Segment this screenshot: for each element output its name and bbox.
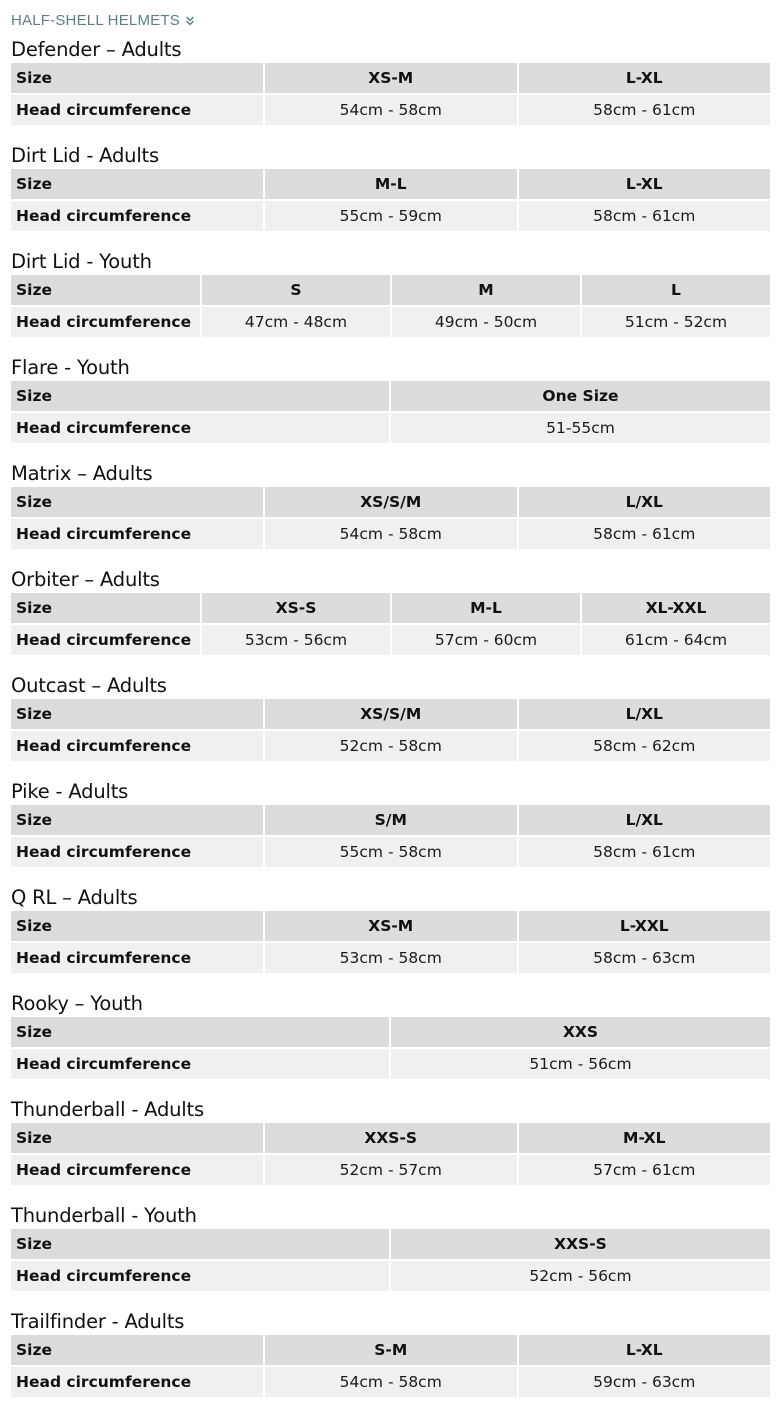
size-table	[11, 1123, 770, 1187]
circumference-label: Head circumference	[11, 625, 200, 657]
size-value: S/M	[263, 805, 517, 837]
circumference-value: 47cm - 48cm	[200, 307, 390, 339]
product-title: Pike - Adults	[11, 780, 129, 803]
product-title: Dirt Lid - Adults	[11, 144, 159, 167]
circumference-value: 58cm - 61cm	[517, 837, 771, 869]
circumference-value: 55cm - 58cm	[263, 837, 517, 869]
section-toggle[interactable]	[11, 10, 195, 30]
size-row	[11, 63, 770, 95]
size-value: L-XL	[517, 169, 771, 201]
circumference-label: Head circumference	[11, 307, 200, 339]
size-row	[11, 1229, 770, 1261]
size-label: Size	[11, 1017, 389, 1049]
circumference-value: 54cm - 58cm	[263, 519, 517, 551]
product-dirt-lid-adults	[11, 143, 770, 233]
size-row	[11, 1123, 770, 1155]
circumference-value: 53cm - 56cm	[200, 625, 390, 657]
product-pike-adults	[11, 779, 770, 869]
circumference-value: 55cm - 59cm	[263, 201, 517, 233]
product-rooky-youth	[11, 991, 770, 1081]
product-trailfinder-adults	[11, 1309, 770, 1399]
size-value: XXS-S	[263, 1123, 517, 1155]
circumference-label: Head circumference	[11, 837, 263, 869]
size-label: Size	[11, 1123, 263, 1155]
circumference-value: 57cm - 61cm	[517, 1155, 771, 1187]
circumference-label: Head circumference	[11, 201, 263, 233]
size-label: Size	[11, 381, 389, 413]
product-flare-youth	[11, 355, 770, 445]
size-table	[11, 699, 770, 763]
size-value: XS-S	[200, 593, 390, 625]
size-value: L/XL	[517, 487, 771, 519]
circumference-row	[11, 95, 770, 127]
circumference-label: Head circumference	[11, 1261, 389, 1293]
double-chevron-down-icon	[185, 15, 195, 27]
circumference-value: 51cm - 56cm	[389, 1049, 770, 1081]
product-defender-adults	[11, 37, 770, 127]
size-row	[11, 805, 770, 837]
size-value: M	[390, 275, 580, 307]
circumference-value: 52cm - 57cm	[263, 1155, 517, 1187]
circumference-row	[11, 519, 770, 551]
circumference-value: 58cm - 63cm	[517, 943, 771, 975]
circumference-label: Head circumference	[11, 95, 263, 127]
size-row	[11, 1017, 770, 1049]
size-table	[11, 1229, 770, 1293]
circumference-row	[11, 201, 770, 233]
product-title: Trailfinder - Adults	[11, 1310, 185, 1333]
circumference-value: 58cm - 61cm	[517, 519, 771, 551]
size-label: Size	[11, 487, 263, 519]
size-table	[11, 63, 770, 127]
size-row	[11, 487, 770, 519]
size-value: XS-M	[263, 911, 517, 943]
size-table	[11, 593, 770, 657]
product-thunderball-youth	[11, 1203, 770, 1293]
product-title: Matrix – Adults	[11, 462, 153, 485]
circumference-row	[11, 625, 770, 657]
circumference-value: 58cm - 61cm	[517, 201, 771, 233]
circumference-label: Head circumference	[11, 943, 263, 975]
size-value: M-L	[390, 593, 580, 625]
circumference-label: Head circumference	[11, 1155, 263, 1187]
size-table	[11, 275, 770, 339]
size-row	[11, 699, 770, 731]
product-title: Defender – Adults	[11, 38, 182, 61]
circumference-value: 57cm - 60cm	[390, 625, 580, 657]
size-table	[11, 805, 770, 869]
size-label: Size	[11, 275, 200, 307]
product-thunderball-adults	[11, 1097, 770, 1187]
size-row	[11, 169, 770, 201]
circumference-label: Head circumference	[11, 519, 263, 551]
product-title: Q RL – Adults	[11, 886, 138, 909]
size-row	[11, 911, 770, 943]
size-label: Size	[11, 1335, 263, 1367]
size-label: Size	[11, 593, 200, 625]
size-row	[11, 275, 770, 307]
section-title: HALF-SHELL HELMETS	[11, 11, 180, 29]
product-title: Thunderball - Youth	[11, 1204, 197, 1227]
product-outcast-adults	[11, 673, 770, 763]
product-title: Outcast – Adults	[11, 674, 167, 697]
circumference-value: 58cm - 61cm	[517, 95, 771, 127]
size-table	[11, 1017, 770, 1081]
circumference-value: 59cm - 63cm	[517, 1367, 771, 1399]
circumference-value: 58cm - 62cm	[517, 731, 771, 763]
circumference-row	[11, 1367, 770, 1399]
circumference-value: 51-55cm	[389, 413, 770, 445]
product-dirt-lid-youth	[11, 249, 770, 339]
circumference-value: 53cm - 58cm	[263, 943, 517, 975]
product-title: Rooky – Youth	[11, 992, 143, 1015]
size-table	[11, 911, 770, 975]
size-value: S-M	[263, 1335, 517, 1367]
circumference-row	[11, 731, 770, 763]
circumference-value: 49cm - 50cm	[390, 307, 580, 339]
size-value: XS/S/M	[263, 699, 517, 731]
size-label: Size	[11, 699, 263, 731]
size-value: One Size	[389, 381, 770, 413]
size-value: XL-XXL	[580, 593, 770, 625]
size-value: M-XL	[517, 1123, 771, 1155]
size-value: M-L	[263, 169, 517, 201]
circumference-value: 51cm - 52cm	[580, 307, 770, 339]
circumference-row	[11, 1261, 770, 1293]
size-value: L/XL	[517, 805, 771, 837]
circumference-label: Head circumference	[11, 731, 263, 763]
circumference-value: 61cm - 64cm	[580, 625, 770, 657]
product-title: Dirt Lid - Youth	[11, 250, 152, 273]
product-title: Thunderball - Adults	[11, 1098, 204, 1121]
size-value: XXS	[389, 1017, 770, 1049]
size-value: L	[580, 275, 770, 307]
size-value: L-XL	[517, 1335, 771, 1367]
size-table	[11, 1335, 770, 1399]
size-label: Size	[11, 911, 263, 943]
size-value: L/XL	[517, 699, 771, 731]
size-value: S	[200, 275, 390, 307]
size-row	[11, 593, 770, 625]
circumference-row	[11, 943, 770, 975]
product-title: Orbiter – Adults	[11, 568, 160, 591]
product-orbiter-adults	[11, 567, 770, 657]
circumference-label: Head circumference	[11, 1049, 389, 1081]
circumference-value: 54cm - 58cm	[263, 1367, 517, 1399]
size-label: Size	[11, 805, 263, 837]
circumference-row	[11, 413, 770, 445]
size-label: Size	[11, 169, 263, 201]
circumference-value: 52cm - 56cm	[389, 1261, 770, 1293]
circumference-row	[11, 307, 770, 339]
size-row	[11, 381, 770, 413]
product-matrix-adults	[11, 461, 770, 551]
size-row	[11, 1335, 770, 1367]
size-table	[11, 169, 770, 233]
product-title: Flare - Youth	[11, 356, 130, 379]
product-q-rl-adults	[11, 885, 770, 975]
size-label: Size	[11, 63, 263, 95]
circumference-row	[11, 1155, 770, 1187]
circumference-row	[11, 1049, 770, 1081]
circumference-label: Head circumference	[11, 1367, 263, 1399]
size-table	[11, 487, 770, 551]
size-value: XS-M	[263, 63, 517, 95]
size-label: Size	[11, 1229, 389, 1261]
circumference-value: 54cm - 58cm	[263, 95, 517, 127]
circumference-row	[11, 837, 770, 869]
circumference-label: Head circumference	[11, 413, 389, 445]
size-value: L-XL	[517, 63, 771, 95]
circumference-value: 52cm - 58cm	[263, 731, 517, 763]
size-value: L-XXL	[517, 911, 771, 943]
size-value: XS/S/M	[263, 487, 517, 519]
size-value: XXS-S	[389, 1229, 770, 1261]
size-table	[11, 381, 770, 445]
